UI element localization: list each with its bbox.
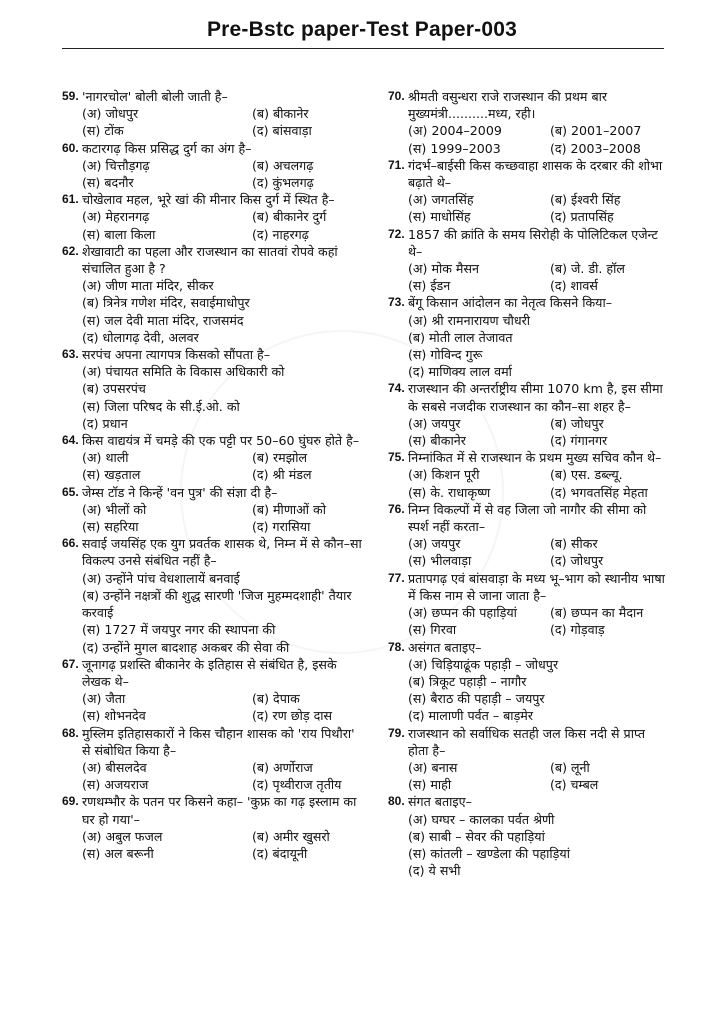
question-options <box>62 759 364 793</box>
question-number: 72. <box>388 226 405 241</box>
option: (स) गिरवा <box>408 622 457 638</box>
question-options <box>388 535 668 569</box>
question-options <box>62 828 364 862</box>
option: (द) गरासिया <box>252 519 311 535</box>
option: (ब) बीकानेर <box>252 106 309 122</box>
option: (स) माधोसिंह <box>408 209 471 225</box>
option: (अ) जैता <box>82 691 126 707</box>
question-options <box>388 312 668 381</box>
question <box>388 449 668 501</box>
question-number: 69. <box>62 794 79 809</box>
question-number: 61. <box>62 192 79 207</box>
option-row <box>408 604 668 621</box>
option-row <box>408 432 668 449</box>
question <box>388 501 668 570</box>
option: (ब) देपाक <box>252 691 300 707</box>
option-row <box>82 174 364 191</box>
option-row <box>408 415 668 432</box>
option-row <box>82 707 364 724</box>
question-number: 66. <box>62 536 79 551</box>
question-text: 67. जूनागढ़ प्रशस्ति बीकानेर के इतिहास से संबंधित है, इसके लेखक थे– <box>62 656 337 689</box>
question-text: 77. प्रतापगढ़ एवं बांसवाड़ा के मध्य भू–भाग को स्थानीय भाषा में किस नाम से जाना जाता है– <box>388 570 665 603</box>
option: (ब) साबी – सेवर की पहाड़ियां <box>408 828 545 844</box>
option-row <box>408 621 668 638</box>
question-text: 63. सरपंच अपना त्यागपत्र किसको सौंपता है– <box>62 347 271 363</box>
option: (स) भीलवाड़ा <box>408 553 472 569</box>
option: (स) जल देवी माता मंदिर, राजसमंद <box>82 312 244 328</box>
option: (अ) जयपुर <box>408 536 461 552</box>
option: (ब) त्रिनेत्र गणेश मंदिर, सवाईमाधोपुर <box>82 295 250 311</box>
question-number: 77. <box>388 570 405 585</box>
question-text: 65. जेम्स टॉड ने किन्हें 'वन पुत्र' की संज्ञा दी है– <box>62 484 278 500</box>
option: (द) जोधपुर <box>550 553 604 569</box>
question <box>62 140 364 192</box>
option: (द) प्रतापसिंह <box>550 209 614 225</box>
option-row <box>82 845 364 862</box>
question-text: 71. गंदर्भ–बाईसी किस कच्छवाहा शासक के दरबार की शोभा बढ़ाते थे– <box>388 157 663 191</box>
option-row <box>408 776 668 793</box>
option: (द) कुंभलगढ़ <box>252 175 314 191</box>
question-options <box>62 208 364 242</box>
option: (द) बंदायूनी <box>252 845 308 861</box>
option: (ब) मोती लाल तेजावत <box>408 329 513 345</box>
option: (अ) घग्घर – कालका पर्वत श्रेणी <box>408 811 555 827</box>
question <box>388 294 668 380</box>
question-number: 60. <box>62 140 79 155</box>
question <box>62 432 364 484</box>
option-row <box>82 776 364 793</box>
option: (अ) अबुल फजल <box>82 828 163 844</box>
question-number: 67. <box>62 656 79 671</box>
question <box>388 380 668 449</box>
left-column <box>62 88 364 862</box>
right-column <box>388 88 668 879</box>
question-text: 60. कटारगढ़ किस प्रसिद्ध दुर्ग का अंग है– <box>62 140 252 156</box>
question-options <box>62 105 364 139</box>
question-text: 70. श्रीमती वसुन्धरा राजे राजस्थान की प्रथम बार मुख्यमंत्री..........मध्य, रही। <box>388 89 608 122</box>
option: (ब) रमझोल <box>252 450 308 466</box>
option-row <box>408 140 668 157</box>
option: (अ) श्री रामनारायण चौधरी <box>408 312 531 328</box>
question-options <box>62 449 364 483</box>
option: (स) टोंक <box>82 123 124 139</box>
option: (द) नाहरगढ़ <box>252 226 309 242</box>
option: (स) अल बरूनी <box>82 845 154 861</box>
question-number: 68. <box>62 725 79 740</box>
question-text: 72. 1857 की क्रांति के समय सिरोही के पोलिटिकल एजेन्ट थे– <box>388 226 658 259</box>
question-options <box>388 260 668 294</box>
option: (स) बीकानेर <box>408 433 466 449</box>
question-text: 74. राजस्थान की अन्तर्राष्ट्रीय सीमा 1070 km है, इस सीमा के सबसे नजदीक राजस्थान का कौन–सा शहर है– <box>388 381 663 414</box>
option: (स) ईडन <box>408 278 451 294</box>
option-row <box>408 122 668 139</box>
option-row <box>408 466 668 483</box>
option-row <box>408 260 668 277</box>
question <box>388 570 668 639</box>
question-text: 80. संगत बताइए– <box>388 794 472 810</box>
option: (द) गंगानगर <box>550 433 608 449</box>
option: (द) श्री मंडल <box>252 467 312 483</box>
option: (ब) अमीर खुसरो <box>252 828 330 844</box>
option: (अ) जगतसिंह <box>408 192 474 208</box>
option-row <box>82 466 364 483</box>
option-row <box>82 518 364 535</box>
option: (अ) जीण माता मंदिर, सीकर <box>82 278 214 294</box>
option-row <box>82 759 364 776</box>
question-options <box>388 811 668 880</box>
question-options <box>62 157 364 191</box>
option: (द) धोलागढ़ देवी, अलवर <box>82 329 199 345</box>
question-number: 75. <box>388 450 405 465</box>
option: (स) 1727 में जयपुर नगर की स्थापना की <box>82 622 276 638</box>
option: (ब) मीणाओं को <box>252 501 326 517</box>
question-options <box>388 466 668 500</box>
option: (अ) किशन पूरी <box>408 467 480 483</box>
question-text: 62. शेखावाटी का पहला और राजस्थान का सातवां रोपवे कहां संचालित हुआ है ? <box>62 243 338 277</box>
option: (ब) उन्होंने नक्षत्रों की शुद्ध सारणी 'जिज मुहम्मदशाही' तैयार करवाई <box>82 587 352 621</box>
option: (स) शोभनदेव <box>82 708 146 724</box>
option: (द) भगवतसिंह मेहता <box>550 484 648 500</box>
option: (द) माणिक्य लाल वर्मा <box>408 364 512 380</box>
question-number: 73. <box>388 295 405 310</box>
question <box>62 191 364 243</box>
question-options <box>388 191 668 225</box>
option: (अ) थाली <box>82 450 129 466</box>
option-row <box>82 105 364 122</box>
option: (ब) छप्पन का मैदान <box>550 605 644 621</box>
question <box>62 484 364 536</box>
option: (स) कांतली – खण्डेला की पहाड़ियां <box>408 845 570 861</box>
option: (ब) एस. डब्ल्यू. <box>550 467 623 483</box>
question <box>62 793 364 862</box>
option-row <box>82 208 364 225</box>
option: (द) रण छोड़ दास <box>252 708 333 724</box>
question <box>388 226 668 295</box>
question-options <box>62 363 364 432</box>
option: (अ) मेहरानगढ़ <box>82 209 150 225</box>
option: (द) प्रधान <box>82 415 128 431</box>
question-text: 75. निम्नांकित में से राजस्थान के प्रथम मुख्य सचिव कौन थे– <box>388 450 662 466</box>
question <box>62 725 364 794</box>
option: (स) 1999–2003 <box>408 140 501 156</box>
question-number: 80. <box>388 794 405 809</box>
option: (ब) जोधपुर <box>550 415 604 431</box>
option-row <box>408 208 668 225</box>
question-number: 79. <box>388 725 405 740</box>
question <box>62 535 364 655</box>
question-number: 64. <box>62 433 79 448</box>
option: (स) बैराठ की पहाड़ी – जयपुर <box>408 691 545 707</box>
option-row <box>408 759 668 776</box>
question <box>388 88 668 157</box>
option: (स) अजयराज <box>82 777 149 793</box>
option: (अ) मोक मैसन <box>408 261 479 277</box>
option: (स) जिला परिषद के सी.ई.ओ. को <box>82 398 240 414</box>
question-options <box>388 656 668 725</box>
question-text: 73. बेंगू किसान आंदोलन का नेतृत्व किसने किया– <box>388 295 613 311</box>
question-options <box>388 759 668 793</box>
option: (ब) जे. डी. हॉल <box>550 261 625 277</box>
option-row <box>408 191 668 208</box>
question-number: 74. <box>388 381 405 396</box>
option: (द) चम्बल <box>550 777 599 793</box>
option-row <box>408 535 668 552</box>
option: (स) गोविन्द गुरू <box>408 347 483 363</box>
option: (अ) भीलों को <box>82 501 147 517</box>
option: (ब) त्रिकूट पहाड़ी – नागौर <box>408 673 527 689</box>
option: (ब) लूनी <box>550 759 590 775</box>
question-text: 66. सवाई जयसिंह एक युग प्रवर्तक शासक थे, निम्न में से कौन–सा विकल्प उनसे संबंधित नहीं है– <box>62 536 362 569</box>
question <box>62 88 364 140</box>
question-options <box>388 415 668 449</box>
option: (ब) ईश्वरी सिंह <box>550 192 621 208</box>
question-options <box>62 501 364 535</box>
option: (स) बदनौर <box>82 175 134 191</box>
option: (अ) चित्तौड़गढ़ <box>82 157 150 173</box>
option: (द) बांसवाड़ा <box>252 123 312 139</box>
option: (द) ये सभी <box>408 863 461 879</box>
question-number: 78. <box>388 639 405 654</box>
option: (द) 2003–2008 <box>550 140 641 156</box>
option: (ब) अचलगढ़ <box>252 157 314 173</box>
option: (अ) पंचायत समिति के विकास अधिकारी को <box>82 364 285 380</box>
option-row <box>82 226 364 243</box>
question-number: 65. <box>62 484 79 499</box>
question-number: 70. <box>388 89 405 103</box>
question-options <box>388 604 668 638</box>
question-text: 76. निम्न विकल्पों में से वह जिला जो नागौर की सीमा को स्पर्श नहीं करता– <box>388 501 647 535</box>
question <box>62 656 364 725</box>
question-options <box>62 277 364 346</box>
question-number: 59. <box>62 89 79 103</box>
question-options <box>62 570 364 656</box>
option: (ब) बीकानेर दुर्ग <box>252 209 327 225</box>
option-row <box>82 122 364 139</box>
question-number: 62. <box>62 243 79 258</box>
question-options <box>62 690 364 724</box>
question <box>62 243 364 346</box>
option: (ब) सीकर <box>550 536 598 552</box>
question-text: 61. चोखेलाव महल, भूरे खां की मीनार किस दुर्ग में स्थित है– <box>62 192 335 208</box>
question <box>388 639 668 725</box>
question-text: 64. किस वाद्ययंत्र में चमड़े की एक पट्टी पर 50–60 घुंघरु होते है– <box>62 433 360 449</box>
title-underline <box>62 48 664 49</box>
question-text: 68. मुस्लिम इतिहासकारों ने किस चौहान शासक को 'राय पिथौरा' से संबोधित किया है– <box>62 725 355 758</box>
option-row <box>82 449 364 466</box>
question <box>388 725 668 794</box>
option: (अ) जोधपुर <box>82 106 139 122</box>
option-row <box>82 690 364 707</box>
option: (द) उन्होंने मुगल बादशाह अकबर की सेवा की <box>82 639 290 655</box>
question-number: 71. <box>388 157 405 172</box>
question-text: 79. राजस्थान को सर्वाधिक सतही जल किस नदी से प्राप्त होता है– <box>388 725 646 758</box>
option: (स) खड़ताल <box>82 467 141 483</box>
option: (ब) 2001–2007 <box>550 123 642 139</box>
option-row <box>408 552 668 569</box>
option: (अ) बीसलदेव <box>82 759 147 775</box>
question <box>388 157 668 226</box>
question-text: 78. असंगत बताइए– <box>388 639 482 655</box>
option: (स) बाला किला <box>82 226 156 242</box>
option: (अ) बनास <box>408 759 458 775</box>
option: (द) पृथ्वीराज तृतीय <box>252 777 342 793</box>
question-text: 69. रणथम्भौर के पतन पर किसने कहा– 'कुफ्र का गढ़ इस्लाम का घर हो गया'– <box>62 794 357 827</box>
option-row <box>82 501 364 518</box>
option: (अ) उन्होंने पांच वेधशालायें बनवाई <box>82 570 240 586</box>
option: (अ) 2004–2009 <box>408 123 502 139</box>
question <box>62 346 364 432</box>
option: (स) माही <box>408 777 452 793</box>
option: (अ) जयपुर <box>408 415 461 431</box>
option: (ब) अर्णोराज <box>252 759 313 775</box>
question-options <box>388 122 668 156</box>
question-number: 63. <box>62 347 79 362</box>
option-row <box>408 277 668 294</box>
option: (द) मालाणी पर्वत – बाड़मेर <box>408 708 533 724</box>
option: (अ) छप्पन की पहाड़ियां <box>408 605 517 621</box>
question-number: 76. <box>388 501 405 516</box>
option: (द) गोड़वाड़ <box>550 622 605 638</box>
option-row <box>82 828 364 845</box>
option: (द) शावर्स <box>550 278 598 294</box>
option-row <box>408 484 668 501</box>
option: (स) के. राधाकृष्ण <box>408 484 491 500</box>
question <box>388 793 668 879</box>
question-text: 59. 'नागरचोल' बोली बोली जाती है– <box>62 89 228 104</box>
option: (अ) चिड़ियाढूंक पहाड़ी – जोधपुर <box>408 656 559 672</box>
option: (स) सहरिया <box>82 519 139 535</box>
option-row <box>82 157 364 174</box>
option: (ब) उपसरपंच <box>82 381 146 397</box>
page-title: Pre-Bstc paper-Test Paper-003 <box>206 18 518 41</box>
